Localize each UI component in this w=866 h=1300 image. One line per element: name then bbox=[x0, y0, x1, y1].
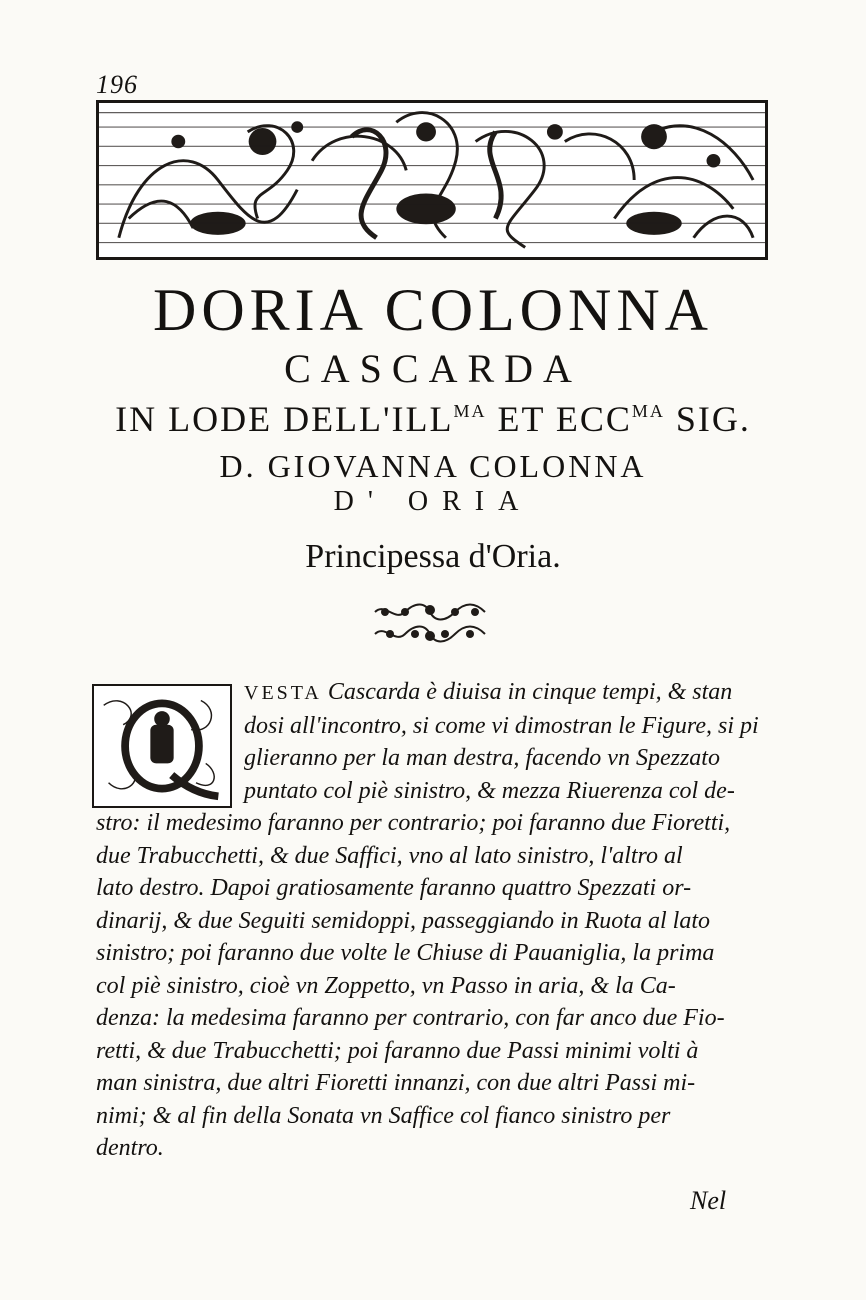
text-line-6: due Trabucchetti, & due Saffici, vno al lato sinistro, l'altro al bbox=[96, 842, 683, 869]
text-line-4: puntato col piè sinistro, & mezza Riuerenza col de- bbox=[244, 777, 735, 804]
dedication-sup-2: MA bbox=[631, 401, 665, 421]
dedication-part-3: SIG. bbox=[664, 399, 751, 439]
dedicatee-title: Principessa d'Oria. bbox=[305, 538, 561, 575]
fleuron-ornament-icon bbox=[370, 600, 490, 646]
dedicatee-surname: D' ORIA bbox=[333, 486, 533, 517]
page-number: 196 bbox=[96, 70, 138, 99]
text-line-3: glieranno per la man destra, facendo vn Spezzato bbox=[244, 745, 720, 771]
dedicatee-name: D. GIOVANNA COLONNA bbox=[219, 448, 647, 484]
text-line-5: stro: il medesimo faranno per contrario; poi faranno due Fioretti, bbox=[96, 810, 731, 836]
text-line-9: sinistro; poi faranno due volte le Chiuse di Pauaniglia, la prima bbox=[96, 940, 715, 966]
text-line bbox=[96, 676, 786, 710]
text-line-12: retti, & due Trabucchetti; poi faranno due Passi minimi volti à bbox=[96, 1037, 699, 1064]
dedication-part-1: IN LODE DELL'ILL bbox=[115, 399, 454, 439]
text-line-14: nimi; & al fin della Sonata vn Saffice col fianco sinistro per bbox=[96, 1102, 671, 1129]
text-line-10: col piè sinistro, cioè vn Zoppetto, vn Passo in aria, & la Ca- bbox=[96, 972, 676, 999]
dedication-sup-1: MA bbox=[453, 401, 487, 421]
text-line-15: dentro. bbox=[96, 1135, 164, 1161]
opening-word: VESTA bbox=[244, 682, 322, 704]
headpiece-engraving-icon bbox=[99, 103, 765, 257]
body-paragraph bbox=[96, 676, 786, 1165]
dance-type: CASCARDA bbox=[284, 346, 582, 391]
dedication-part-2: ET ECC bbox=[486, 399, 632, 439]
text-line-1: Cascarda è diuisa in cinque tempi, & stan bbox=[321, 679, 733, 705]
initial-letter bbox=[94, 806, 95, 807]
ornamental-headpiece bbox=[96, 100, 768, 260]
text-line-8: dinarij, & due Seguiti semidoppi, passeggiando in Ruota al lato bbox=[96, 907, 710, 934]
text-line-2: dosi all'incontro, si come vi dimostran le Figure, si pi bbox=[244, 712, 759, 739]
text-line-7: lato destro. Dapoi gratiosamente faranno quattro Spezzati or- bbox=[96, 875, 692, 901]
text-line-11: denza: la medesima faranno per contrario, con far anco due Fio- bbox=[96, 1005, 725, 1031]
dance-title: DORIA COLONNA bbox=[153, 277, 713, 343]
dedication-line bbox=[0, 398, 866, 440]
text-line-13: man sinistra, due altri Fioretti innanzi, con due altri Passi mi- bbox=[96, 1070, 696, 1096]
catchword: Nel bbox=[690, 1186, 727, 1215]
